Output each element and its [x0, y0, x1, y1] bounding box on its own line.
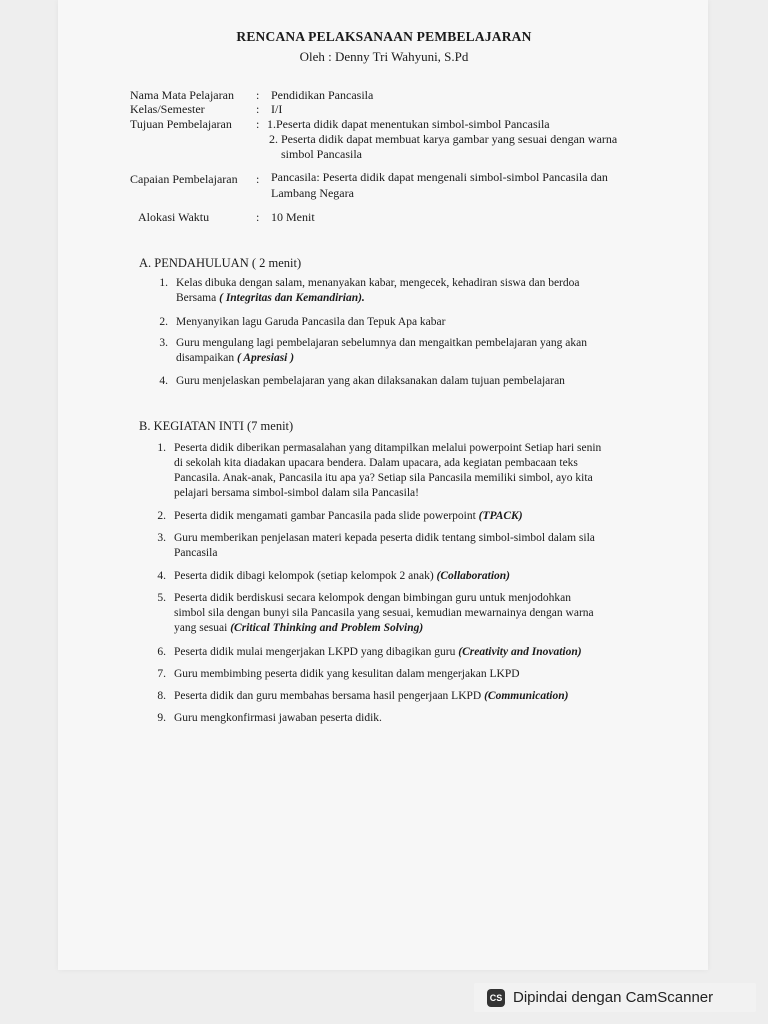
camscanner-watermark	[474, 983, 756, 1012]
colon: :	[256, 172, 260, 186]
mapel-label: Nama Mata Pelajaran	[130, 88, 234, 102]
document-title: RENCANA PELAKSANAAN PEMBELAJARAN	[236, 29, 532, 44]
tujuan-item-2-cont: simbol Pancasila	[281, 147, 362, 161]
item-emphasis: ( Integritas dan Kemandirian).	[219, 292, 365, 304]
item-number: 7.	[157, 668, 166, 680]
item-emphasis: (Collaboration)	[436, 570, 511, 582]
item-number: 4.	[159, 375, 168, 387]
item-line: di sekolah kita diadakan upacara bendera. Dalam upacara, ada kegiatan pembacaan teks	[174, 457, 578, 469]
colon: :	[256, 88, 260, 102]
item-number: 1.	[159, 277, 168, 289]
item-line: Peserta didik dan guru membahas bersama hasil pengerjaan LKPD	[174, 690, 485, 702]
item-line: Peserta didik diberikan permasalahan yang ditampilkan melalui powerpoint Setiap hari senin	[174, 442, 602, 454]
item-emphasis: (TPACK)	[478, 510, 523, 522]
item-number: 2.	[157, 510, 166, 522]
camscanner-label: Dipindai dengan CamScanner	[513, 989, 714, 1006]
camscanner-logo-icon: CS	[487, 989, 505, 1007]
tujuan-item-2: 2. Peserta didik dapat membuat karya gambar yang sesuai dengan warna	[269, 132, 618, 146]
tujuan-label: Tujuan Pembelajaran	[130, 117, 232, 131]
item-line: yang sesuai	[174, 622, 231, 634]
item-emphasis: (Critical Thinking and Problem Solving)	[230, 622, 424, 634]
item-emphasis: (Communication)	[484, 690, 569, 702]
alokasi-value: 10 Menit	[271, 210, 315, 224]
item-number: 5.	[157, 592, 166, 604]
item-number: 6.	[157, 646, 166, 658]
item-number: 9.	[157, 712, 166, 724]
kelas-label: Kelas/Semester	[130, 102, 205, 116]
item-line: Peserta didik berdiskusi secara kelompok dengan bimbingan guru untuk menjodohkan	[174, 592, 571, 604]
colon: :	[256, 102, 260, 116]
mapel-value: Pendidikan Pancasila	[271, 88, 374, 102]
item-emphasis: (Creativity and Inovation)	[458, 646, 582, 658]
capaian-value-cont: Lambang Negara	[271, 186, 354, 200]
item-number: 3.	[159, 337, 168, 349]
section-b-heading: B. KEGIATAN INTI (7 menit)	[139, 419, 294, 433]
item-line: Guru menjelaskan pembelajaran yang akan dilaksanakan dalam tujuan pembelajaran	[176, 375, 565, 387]
item-line: Guru memberikan penjelasan materi kepada peserta didik tentang simbol-simbol dalam sila	[174, 532, 595, 544]
capaian-label: Capaian Pembelajaran	[130, 172, 238, 186]
capaian-value: Pancasila: Peserta didik dapat mengenali simbol-simbol Pancasila dan	[271, 170, 608, 184]
item-number: 4.	[157, 570, 166, 582]
item-line: Kelas dibuka dengan salam, menanyakan kabar, mengecek, kehadiran siswa dan berdoa	[176, 277, 580, 289]
item-number: 3.	[157, 532, 166, 544]
document-author: Oleh : Denny Tri Wahyuni, S.Pd	[299, 49, 469, 64]
item-line: Pancasila	[174, 547, 218, 559]
item-line: Guru mengulang lagi pembelajaran sebelumnya dan mengaitkan pembelajaran yang akan	[176, 337, 587, 349]
item-line: Guru mengkonfirmasi jawaban peserta didik.	[174, 712, 382, 724]
item-line: Bersama	[176, 292, 220, 304]
item-line: disampaikan	[176, 352, 237, 364]
item-line: Peserta didik mulai mengerjakan LKPD yang dibagikan guru	[174, 646, 459, 658]
section-a-heading: A. PENDAHULUAN ( 2 menit)	[139, 256, 302, 270]
item-line: Peserta didik dibagi kelompok (setiap kelompok 2 anak)	[174, 570, 437, 582]
item-number: 1.	[157, 442, 166, 454]
kelas-value: I/I	[271, 102, 283, 116]
item-line: Guru membimbing peserta didik yang kesulitan dalam mengerjakan LKPD	[174, 668, 520, 680]
item-line: Peserta didik mengamati gambar Pancasila pada slide powerpoint	[174, 510, 479, 522]
item-number: 8.	[157, 690, 166, 702]
item-line: simbol sila dengan bunyi sila Pancasila yang sesuai, kemudian mewarnainya dengan warna	[174, 607, 594, 619]
item-number: 2.	[159, 316, 168, 328]
tujuan-item-1: 1.Peserta didik dapat menentukan simbol-simbol Pancasila	[267, 117, 550, 131]
item-line: Pancasila. Anak-anak, Pancasila itu apa ya? Setiap sila Pancasila memiliki simbol, ayo kita	[174, 472, 593, 484]
item-line: pelajari bersama simbol-simbol dalam sila Pancasila!	[174, 487, 419, 499]
colon: :	[256, 117, 260, 131]
item-line: Menyanyikan lagu Garuda Pancasila dan Tepuk Apa kabar	[176, 316, 446, 328]
item-emphasis: ( Apresiasi )	[237, 352, 295, 364]
alokasi-label: Alokasi Waktu	[138, 210, 210, 224]
colon: :	[256, 210, 260, 224]
